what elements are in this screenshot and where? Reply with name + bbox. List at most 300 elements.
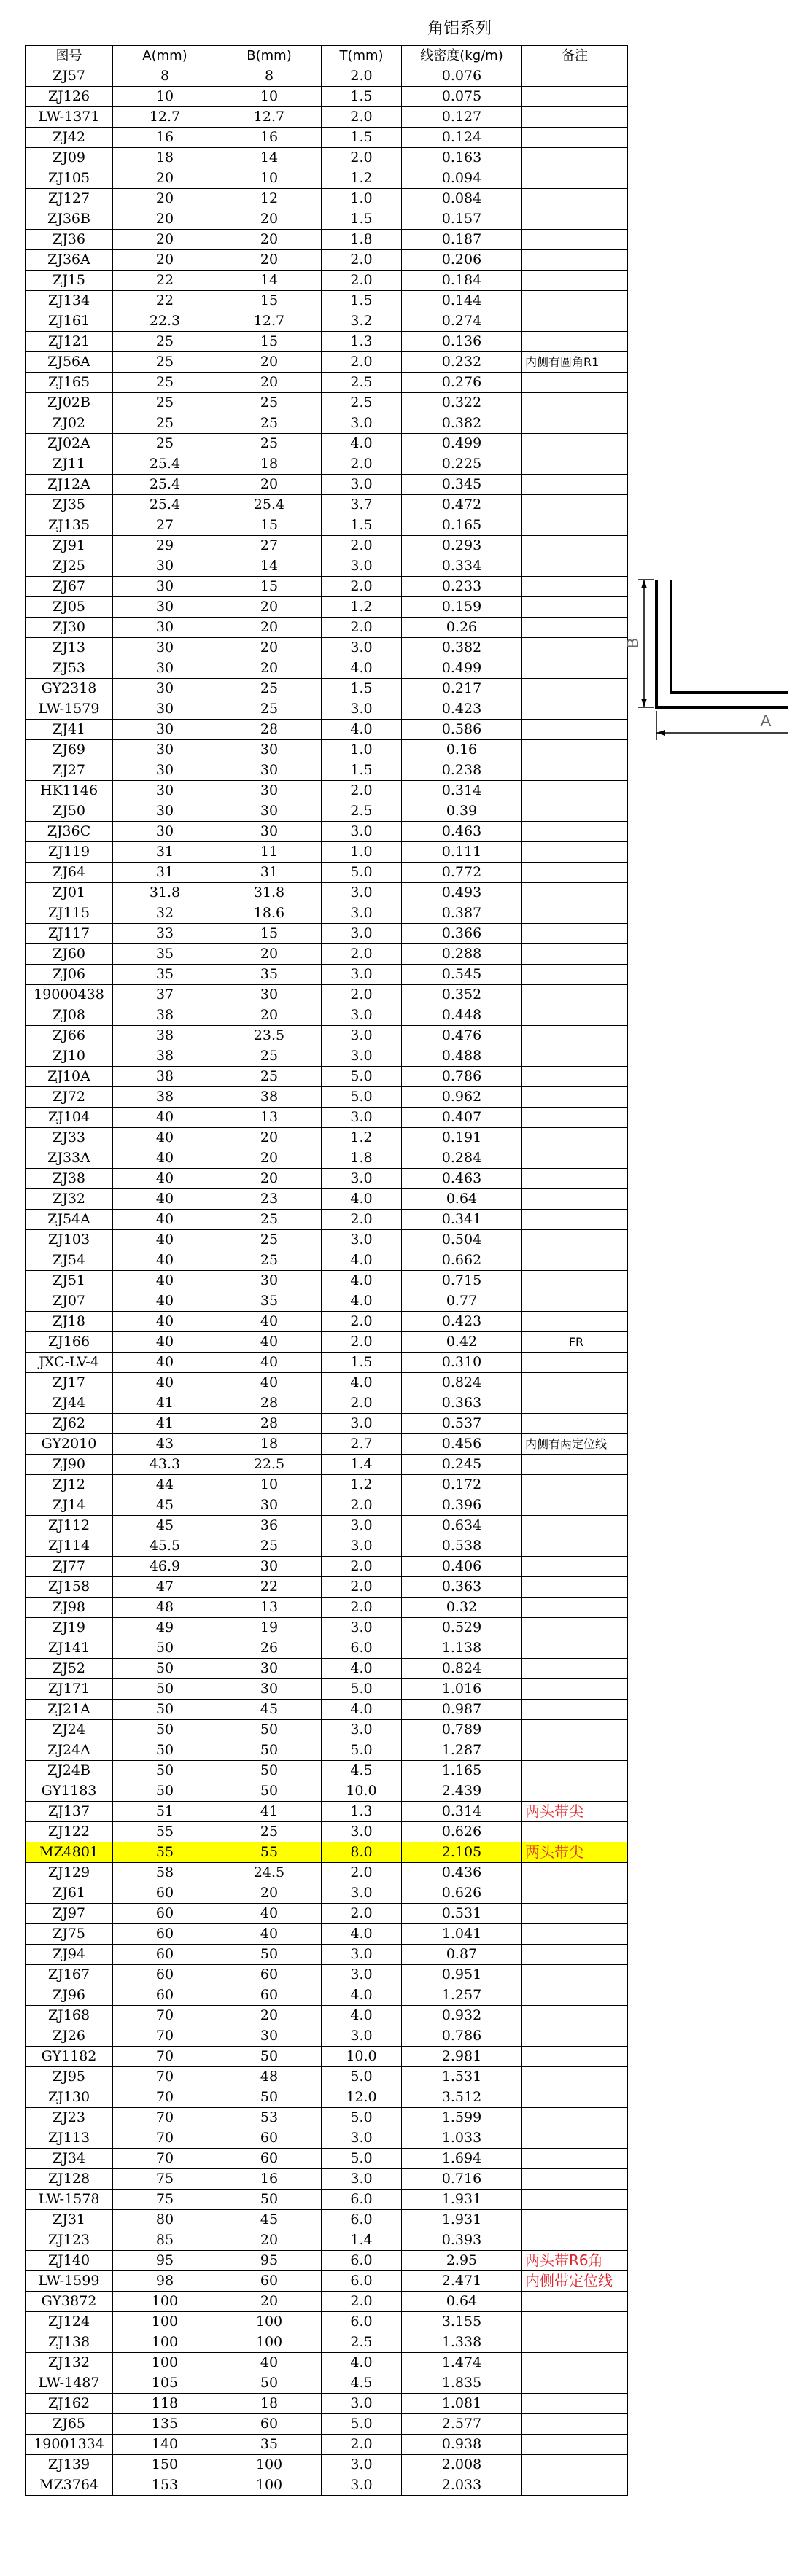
cell-b: 50 [217, 1720, 322, 1740]
cell-a: 38 [113, 1046, 217, 1067]
cell-b: 28 [217, 1414, 322, 1434]
cell-t: 12.0 [322, 2087, 402, 2108]
cell-part-no: ZJ139 [26, 2455, 113, 2475]
cell-b: 50 [217, 2087, 322, 2108]
cell-remark [522, 1740, 628, 1761]
cell-part-no: ZJ44 [26, 1393, 113, 1414]
cell-t: 3.7 [322, 495, 402, 515]
table-row [26, 1026, 628, 1046]
cell-t: 2.0 [322, 1863, 402, 1883]
cell-density: 0.87 [402, 1945, 522, 1965]
cell-remark [522, 2210, 628, 2230]
table-row [26, 944, 628, 965]
cell-part-no: ZJ158 [26, 1577, 113, 1598]
cell-part-no: ZJ02B [26, 393, 113, 413]
table-row [26, 1148, 628, 1169]
cell-b: 50 [217, 2373, 322, 2394]
cell-remark [522, 781, 628, 801]
cell-part-no: ZJ07 [26, 1291, 113, 1312]
cell-b: 30 [217, 781, 322, 801]
cell-b: 10 [217, 87, 322, 107]
table-row [26, 332, 628, 352]
cell-density: 0.276 [402, 373, 522, 393]
cell-b: 60 [217, 2128, 322, 2149]
cell-part-no: ZJ104 [26, 1108, 113, 1128]
cell-part-no: ZJ25 [26, 556, 113, 577]
cell-a: 55 [113, 1842, 217, 1863]
cell-part-no: ZJ01 [26, 883, 113, 903]
cell-a: 40 [113, 1291, 217, 1312]
cell-b: 40 [217, 1312, 322, 1332]
cell-remark [522, 2414, 628, 2435]
cell-part-no: ZJ18 [26, 1312, 113, 1332]
cell-part-no: ZJ112 [26, 1516, 113, 1536]
cell-remark [522, 87, 628, 107]
cell-a: 18 [113, 148, 217, 168]
table-row [26, 148, 628, 168]
cell-t: 3.0 [322, 2455, 402, 2475]
angle-profile-diagram [616, 569, 791, 787]
cell-a: 30 [113, 679, 217, 699]
cell-t: 6.0 [322, 2312, 402, 2332]
cell-a: 8 [113, 66, 217, 87]
table-row [26, 1250, 628, 1271]
col-header-t: T(mm) [322, 46, 402, 66]
cell-density: 0.157 [402, 209, 522, 230]
cell-remark [522, 801, 628, 822]
cell-a: 22.3 [113, 311, 217, 332]
cell-part-no: ZJ75 [26, 1924, 113, 1945]
cell-density: 0.634 [402, 1516, 522, 1536]
cell-a: 60 [113, 1965, 217, 1985]
cell-density: 1.338 [402, 2332, 522, 2353]
cell-b: 11 [217, 842, 322, 863]
cell-b: 50 [217, 2047, 322, 2067]
cell-density: 2.105 [402, 1842, 522, 1863]
cell-a: 30 [113, 720, 217, 740]
table-row [26, 128, 628, 148]
cell-b: 23 [217, 1189, 322, 1210]
cell-remark [522, 2332, 628, 2353]
cell-part-no: ZJ42 [26, 128, 113, 148]
cell-a: 98 [113, 2271, 217, 2292]
cell-b: 25 [217, 1536, 322, 1557]
table-row [26, 1863, 628, 1883]
cell-density: 0.345 [402, 475, 522, 495]
cell-remark [522, 2087, 628, 2108]
cell-t: 4.0 [322, 1189, 402, 1210]
table-body [26, 66, 628, 2496]
cell-density: 0.423 [402, 1312, 522, 1332]
cell-t: 3.0 [322, 475, 402, 495]
cell-remark [522, 1087, 628, 1108]
cell-b: 14 [217, 148, 322, 168]
cell-part-no: ZJ60 [26, 944, 113, 965]
cell-a: 30 [113, 801, 217, 822]
cell-part-no: ZJ36A [26, 250, 113, 271]
cell-a: 50 [113, 1761, 217, 1781]
cell-t: 1.2 [322, 1475, 402, 1495]
cell-part-no: ZJ08 [26, 1005, 113, 1026]
cell-part-no: ZJ24A [26, 1740, 113, 1761]
cell-part-no: 19001334 [26, 2435, 113, 2455]
cell-t: 6.0 [322, 2251, 402, 2271]
cell-part-no: ZJ171 [26, 1679, 113, 1700]
cell-density: 0.772 [402, 863, 522, 883]
cell-b: 35 [217, 965, 322, 985]
cell-remark [522, 2394, 628, 2414]
cell-density: 0.284 [402, 1148, 522, 1169]
cell-part-no: ZJ24B [26, 1761, 113, 1781]
table-row [26, 1087, 628, 1108]
cell-b: 14 [217, 556, 322, 577]
spec-table [25, 45, 628, 2496]
cell-density: 1.835 [402, 2373, 522, 2394]
cell-remark: 两头带尖 [522, 1842, 628, 1863]
table-row [26, 1557, 628, 1577]
cell-density: 0.396 [402, 1495, 522, 1516]
cell-part-no: ZJ11 [26, 454, 113, 475]
cell-density: 1.081 [402, 2394, 522, 2414]
table-row [26, 720, 628, 740]
cell-part-no: ZJ130 [26, 2087, 113, 2108]
cell-part-no: ZJ34 [26, 2149, 113, 2169]
cell-a: 20 [113, 168, 217, 189]
cell-t: 4.0 [322, 1373, 402, 1393]
cell-density: 0.715 [402, 1271, 522, 1291]
cell-remark [522, 2435, 628, 2455]
cell-b: 60 [217, 1985, 322, 2006]
cell-density: 0.341 [402, 1210, 522, 1230]
cell-density: 0.531 [402, 1904, 522, 1924]
cell-a: 38 [113, 1087, 217, 1108]
cell-density: 2.471 [402, 2271, 522, 2292]
cell-b: 25.4 [217, 495, 322, 515]
cell-a: 25 [113, 352, 217, 373]
table-row [26, 189, 628, 209]
table-row [26, 2332, 628, 2353]
cell-t: 2.0 [322, 454, 402, 475]
cell-a: 48 [113, 1598, 217, 1618]
cell-a: 20 [113, 209, 217, 230]
cell-t: 2.7 [322, 1434, 402, 1455]
cell-a: 35 [113, 965, 217, 985]
cell-remark [522, 1169, 628, 1189]
cell-t: 2.5 [322, 373, 402, 393]
cell-t: 3.0 [322, 1414, 402, 1434]
cell-b: 28 [217, 1393, 322, 1414]
cell-remark [522, 107, 628, 128]
cell-part-no: ZJ97 [26, 1904, 113, 1924]
cell-a: 47 [113, 1577, 217, 1598]
cell-b: 20 [217, 209, 322, 230]
cell-density: 0.499 [402, 434, 522, 454]
cell-b: 12.7 [217, 107, 322, 128]
cell-density: 0.382 [402, 638, 522, 658]
cell-a: 40 [113, 1373, 217, 1393]
cell-density: 0.463 [402, 822, 522, 842]
cell-density: 0.32 [402, 1598, 522, 1618]
cell-density: 0.076 [402, 66, 522, 87]
cell-part-no: ZJ121 [26, 332, 113, 352]
cell-t: 4.0 [322, 720, 402, 740]
cell-b: 30 [217, 1271, 322, 1291]
cell-t: 4.0 [322, 658, 402, 679]
cell-remark [522, 1026, 628, 1046]
table-row [26, 1700, 628, 1720]
cell-a: 30 [113, 740, 217, 760]
cell-t: 3.0 [322, 699, 402, 720]
cell-part-no: ZJ19 [26, 1618, 113, 1638]
cell-t: 3.0 [322, 1536, 402, 1557]
cell-part-no: ZJ35 [26, 495, 113, 515]
cell-density: 0.094 [402, 168, 522, 189]
cell-part-no: GY3872 [26, 2292, 113, 2312]
cell-remark [522, 1577, 628, 1598]
cell-remark [522, 1393, 628, 1414]
table-row [26, 1067, 628, 1087]
cell-remark [522, 1516, 628, 1536]
cell-t: 1.5 [322, 291, 402, 311]
cell-remark [522, 1659, 628, 1679]
cell-t: 4.0 [322, 2006, 402, 2026]
cell-part-no: ZJ41 [26, 720, 113, 740]
table-row [26, 2210, 628, 2230]
cell-a: 45 [113, 1495, 217, 1516]
table-row [26, 1455, 628, 1475]
cell-remark [522, 1108, 628, 1128]
cell-remark [522, 2108, 628, 2128]
cell-b: 20 [217, 230, 322, 250]
cell-remark: 内侧有两定位线 [522, 1434, 628, 1455]
table-row [26, 1618, 628, 1638]
cell-a: 150 [113, 2455, 217, 2475]
table-row [26, 1945, 628, 1965]
cell-density: 0.463 [402, 1169, 522, 1189]
cell-density: 0.314 [402, 1802, 522, 1822]
cell-b: 100 [217, 2475, 322, 2496]
cell-a: 40 [113, 1169, 217, 1189]
cell-b: 30 [217, 1495, 322, 1516]
cell-t: 1.3 [322, 1802, 402, 1822]
cell-remark [522, 1312, 628, 1332]
cell-a: 20 [113, 230, 217, 250]
cell-remark [522, 1618, 628, 1638]
cell-b: 25 [217, 1067, 322, 1087]
cell-remark [522, 1455, 628, 1475]
cell-part-no: LW-1578 [26, 2190, 113, 2210]
cell-remark: FR [522, 1332, 628, 1353]
table-row [26, 556, 628, 577]
cell-remark [522, 2067, 628, 2087]
cell-remark [522, 230, 628, 250]
cell-part-no: ZJ52 [26, 1659, 113, 1679]
cell-a: 60 [113, 1883, 217, 1904]
table-row [26, 2414, 628, 2435]
dim-a-arrow-left [656, 730, 665, 736]
cell-part-no: ZJ30 [26, 618, 113, 638]
cell-part-no: ZJ54 [26, 1250, 113, 1271]
table-row [26, 1108, 628, 1128]
cell-density: 0.472 [402, 495, 522, 515]
cell-part-no: ZJ06 [26, 965, 113, 985]
cell-remark [522, 66, 628, 87]
dim-b-label: B [624, 637, 642, 649]
cell-a: 60 [113, 1945, 217, 1965]
cell-density: 0.206 [402, 250, 522, 271]
cell-b: 38 [217, 1087, 322, 1108]
cell-a: 40 [113, 1108, 217, 1128]
cell-density: 1.257 [402, 1985, 522, 2006]
cell-remark [522, 515, 628, 536]
header-row [26, 46, 628, 66]
cell-part-no: ZJ161 [26, 311, 113, 332]
cell-a: 45 [113, 1516, 217, 1536]
table-row [26, 2108, 628, 2128]
cell-t: 5.0 [322, 2067, 402, 2087]
cell-part-no: ZJ05 [26, 597, 113, 618]
cell-remark [522, 168, 628, 189]
cell-remark [522, 2353, 628, 2373]
table-row [26, 2128, 628, 2149]
cell-t: 6.0 [322, 2190, 402, 2210]
cell-part-no: JXC-LV-4 [26, 1353, 113, 1373]
cell-t: 2.0 [322, 1557, 402, 1577]
cell-remark [522, 679, 628, 699]
table-row [26, 965, 628, 985]
cell-t: 1.5 [322, 87, 402, 107]
cell-remark [522, 250, 628, 271]
cell-b: 20 [217, 1128, 322, 1148]
cell-density: 1.694 [402, 2149, 522, 2169]
cell-b: 45 [217, 2210, 322, 2230]
cell-b: 20 [217, 597, 322, 618]
cell-a: 20 [113, 250, 217, 271]
cell-part-no: GY1182 [26, 2047, 113, 2067]
cell-density: 0.393 [402, 2230, 522, 2251]
table-row [26, 2169, 628, 2190]
cell-part-no: ZJ32 [26, 1189, 113, 1210]
cell-density: 0.187 [402, 230, 522, 250]
cell-remark [522, 1883, 628, 1904]
cell-density: 0.159 [402, 597, 522, 618]
cell-a: 22 [113, 271, 217, 291]
cell-remark [522, 1067, 628, 1087]
table-row [26, 1740, 628, 1761]
cell-b: 35 [217, 2435, 322, 2455]
cell-remark [522, 1210, 628, 1230]
cell-t: 3.0 [322, 2169, 402, 2190]
cell-density: 0.191 [402, 1128, 522, 1148]
cell-a: 100 [113, 2353, 217, 2373]
cell-part-no: ZJ117 [26, 924, 113, 944]
cell-density: 1.474 [402, 2353, 522, 2373]
cell-density: 0.537 [402, 1414, 522, 1434]
cell-part-no: ZJ13 [26, 638, 113, 658]
table-row [26, 1332, 628, 1353]
cell-a: 140 [113, 2435, 217, 2455]
cell-t: 1.2 [322, 1128, 402, 1148]
cell-a: 25.4 [113, 454, 217, 475]
cell-t: 3.0 [322, 2394, 402, 2414]
cell-part-no: LW-1487 [26, 2373, 113, 2394]
cell-part-no: ZJ62 [26, 1414, 113, 1434]
cell-part-no: ZJ54A [26, 1210, 113, 1230]
cell-b: 50 [217, 1945, 322, 1965]
cell-a: 50 [113, 1700, 217, 1720]
cell-a: 22 [113, 291, 217, 311]
cell-density: 0.407 [402, 1108, 522, 1128]
cell-density: 0.786 [402, 2026, 522, 2047]
cell-t: 3.0 [322, 903, 402, 924]
table-row [26, 638, 628, 658]
table-row [26, 740, 628, 760]
cell-t: 2.0 [322, 271, 402, 291]
cell-density: 0.172 [402, 1475, 522, 1495]
cell-part-no: ZJ21A [26, 1700, 113, 1720]
table-row [26, 393, 628, 413]
table-row [26, 1965, 628, 1985]
cell-part-no: ZJ114 [26, 1536, 113, 1557]
cell-part-no: ZJ98 [26, 1598, 113, 1618]
table-row [26, 1189, 628, 1210]
table-row [26, 168, 628, 189]
cell-part-no: ZJ10A [26, 1067, 113, 1087]
cell-b: 25 [217, 1822, 322, 1842]
cell-remark [522, 1291, 628, 1312]
cell-part-no: ZJ67 [26, 577, 113, 597]
cell-part-no: ZJ105 [26, 168, 113, 189]
cell-b: 16 [217, 2169, 322, 2190]
cell-density: 0.42 [402, 1332, 522, 1353]
cell-b: 20 [217, 1005, 322, 1026]
cell-remark [522, 454, 628, 475]
cell-remark [522, 1046, 628, 1067]
table-row [26, 1985, 628, 2006]
cell-t: 4.0 [322, 1659, 402, 1679]
cell-b: 31 [217, 863, 322, 883]
cell-remark [522, 393, 628, 413]
cell-density: 0.824 [402, 1373, 522, 1393]
cell-t: 10.0 [322, 1781, 402, 1802]
table-row [26, 1046, 628, 1067]
cell-remark [522, 965, 628, 985]
cell-part-no: MZ4801 [26, 1842, 113, 1863]
cell-t: 5.0 [322, 1740, 402, 1761]
table-row [26, 2475, 628, 2496]
cell-density: 0.493 [402, 883, 522, 903]
cell-b: 30 [217, 740, 322, 760]
table-row [26, 2026, 628, 2047]
cell-b: 50 [217, 1740, 322, 1761]
cell-a: 40 [113, 1271, 217, 1291]
cell-remark [522, 556, 628, 577]
cell-density: 2.95 [402, 2251, 522, 2271]
cell-part-no: ZJ77 [26, 1557, 113, 1577]
table-row [26, 822, 628, 842]
cell-t: 3.0 [322, 1720, 402, 1740]
cell-remark [522, 536, 628, 556]
cell-b: 15 [217, 577, 322, 597]
table-row [26, 618, 628, 638]
cell-b: 25 [217, 699, 322, 720]
cell-density: 0.293 [402, 536, 522, 556]
cell-b: 30 [217, 985, 322, 1005]
cell-a: 35 [113, 944, 217, 965]
cell-remark [522, 1373, 628, 1393]
cell-b: 20 [217, 373, 322, 393]
col-header-remark: 备注 [522, 46, 628, 66]
